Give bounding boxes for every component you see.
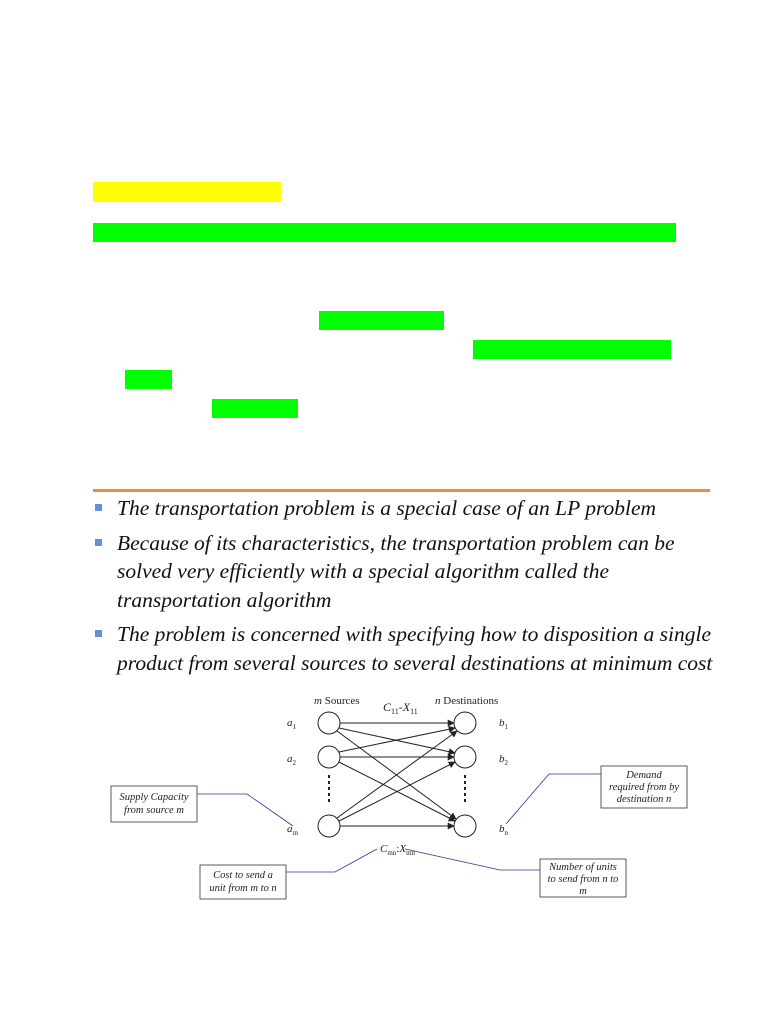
units-callout-line-3: m	[579, 886, 587, 897]
source-node-2	[318, 746, 340, 768]
cost-callout-leader	[286, 849, 377, 872]
bottom-cost-c: C	[380, 843, 388, 855]
destination-node-n	[454, 815, 476, 837]
source-label-am	[287, 823, 299, 837]
destination-label-var: b	[499, 753, 505, 765]
top-cost-c: C	[383, 700, 392, 714]
source-node-1	[318, 712, 340, 734]
bottom-cost-sep: :	[396, 843, 400, 855]
sources-heading-var: m	[314, 695, 322, 707]
units-callout-line-2: to send from n to	[547, 874, 619, 885]
sources-heading-text: Sources	[321, 695, 360, 707]
destination-label-sub: 1	[504, 723, 508, 731]
supply-callout-line-1: Supply Capacity	[119, 792, 189, 803]
destination-label-sub: 2	[504, 759, 508, 767]
cost-callout-line-1: Cost to send a	[213, 870, 273, 881]
destination-node-2	[454, 746, 476, 768]
source-label-sub: 1	[292, 723, 296, 731]
destination-label-sub: n	[504, 829, 508, 837]
units-callout-leader	[405, 849, 540, 870]
source-label-var: a	[287, 823, 293, 835]
destination-label-bn	[499, 823, 509, 837]
top-cost-x-sub: 11	[410, 707, 418, 716]
destinations-heading-var: n	[435, 695, 441, 707]
bottom-cost-c-sub: mn	[387, 849, 397, 857]
demand-callout-leader	[506, 774, 601, 824]
destination-label-var: b	[499, 717, 505, 729]
sources-heading	[314, 695, 360, 707]
source-label-var: a	[287, 753, 293, 765]
source-label-sub: 2	[292, 759, 296, 767]
bullet-text: The problem is concerned with specifying how to disposition a single product from several sources to several destinations at minimum cost	[117, 622, 713, 675]
destinations-heading	[435, 695, 498, 707]
demand-callout-line-2: required from by	[609, 782, 679, 793]
destination-label-b1	[499, 717, 509, 731]
source-label-a1	[287, 717, 297, 731]
bullet-text: Because of its characteristics, the transportation problem can be solved very efficiently with a special algorithm called the transportation algorithm	[117, 530, 675, 612]
top-cost-c-sub: 11	[391, 707, 399, 716]
supply-callout-line-2: from source m	[124, 805, 184, 816]
source-label-var: a	[287, 717, 293, 729]
source-node-m	[318, 815, 340, 837]
bottom-cost-x-sub: mn	[406, 849, 416, 857]
destination-label-var: b	[499, 823, 505, 835]
top-cost-x: X	[402, 700, 411, 714]
bottom-cost-x: X	[399, 843, 407, 855]
destination-node-1	[454, 712, 476, 734]
bullet-text: The transportation problem is a special case of an LP problem	[117, 496, 657, 520]
units-callout-line-1: Number of units	[549, 862, 617, 873]
demand-callout-line-3: destination n	[616, 794, 672, 805]
source-label-sub: m	[292, 829, 298, 837]
cost-callout-line-2: unit from m to n	[209, 883, 277, 894]
source-label-a2	[287, 753, 297, 767]
top-cost-sep: -	[398, 700, 403, 714]
destinations-heading-text: Destinations	[440, 695, 499, 707]
demand-callout-line-1: Demand	[626, 770, 662, 781]
supply-callout-leader	[197, 794, 293, 826]
top-cost-label	[383, 700, 418, 716]
destination-label-b2	[499, 753, 509, 767]
